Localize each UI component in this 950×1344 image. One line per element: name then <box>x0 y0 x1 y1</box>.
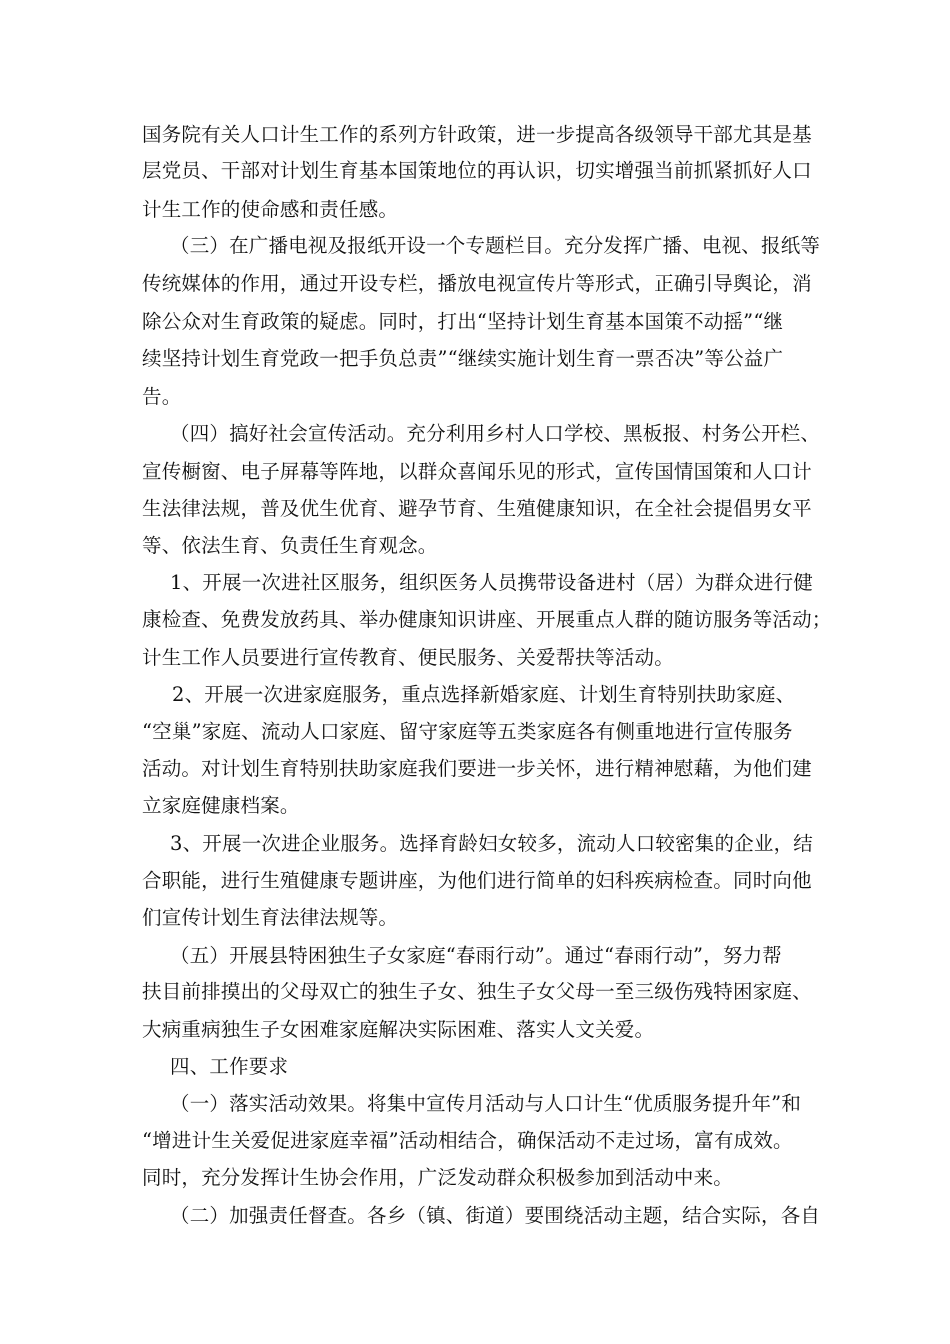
text-line: 计生工作人员要进行宣传教育、便民服务、关爱帮扶等活动。 <box>142 646 674 669</box>
paragraph-heading-line: （一）落实活动效果。将集中宣传月活动与人口计生“优质服务提升年”和 <box>170 1092 802 1115</box>
text-line: “增进计生关爱促进家庭幸福”活动相结合，确保活动不走过场，富有成效。 <box>142 1129 793 1152</box>
text-line: 生法律法规，普及优生优育、避孕节育、生殖健康知识，在全社会提倡男女平 <box>142 497 812 520</box>
list-item-line: 2、开展一次进家庭服务，重点选择新婚家庭、计划生育特别扶助家庭、 <box>172 683 796 706</box>
list-item-line: 1、开展一次进社区服务，组织医务人员携带设备进村（居）为群众进行健 <box>170 571 814 594</box>
text-line: 层党员、干部对计划生育基本国策地位的再认识，切实增强当前抓紧抓好人口 <box>142 159 812 182</box>
text-line: 合职能，进行生殖健康专题讲座，为他们进行简单的妇科疾病检查。同时向他 <box>142 869 812 892</box>
text-line: 立家庭健康档案。 <box>142 794 300 817</box>
text-line: 续坚持计划生育党政一把手负总责”“继续实施计划生育一票否决”等公益广 <box>142 347 784 370</box>
text-line: 国务院有关人口计生工作的系列方针政策，进一步提高各级领导干部尤其是基 <box>142 123 812 146</box>
text-line: “空巢”家庭、流动人口家庭、留守家庭等五类家庭各有侧重地进行宣传服务 <box>142 720 793 743</box>
text-line: 活动。对计划生育特别扶助家庭我们要进一步关怀，进行精神慰藉，为他们建 <box>142 757 812 780</box>
paragraph-heading-line: （三）在广播电视及报纸开设一个专题栏目。充分发挥广播、电视、报纸等 <box>170 234 821 257</box>
paragraph-heading-line: （二）加强责任督查。各乡（镇、街道）要围绕活动主题，结合实际，各自 <box>170 1204 821 1227</box>
text-line: 告。 <box>142 385 182 408</box>
list-item-line: 3、开展一次进企业服务。选择育龄妇女较多，流动人口较密集的企业，结 <box>170 832 814 855</box>
text-line: 传统媒体的作用，通过开设专栏，播放电视宣传片等形式，正确引导舆论，消 <box>142 272 812 295</box>
text-line: 同时，充分发挥计生协会作用，广泛发动群众积极参加到活动中来。 <box>142 1166 734 1189</box>
text-line: 们宣传计划生育法律法规等。 <box>142 906 399 929</box>
paragraph-heading-line: （四）搞好社会宣传活动。充分利用乡村人口学校、黑板报、村务公开栏、 <box>170 422 821 445</box>
text-line: 宣传橱窗、电子屏幕等阵地，以群众喜闻乐见的形式，宣传国情国策和人口计 <box>142 460 812 483</box>
text-line: 康检查、免费发放药具、举办健康知识讲座、开展重点人群的随访服务等活动； <box>142 608 832 631</box>
text-line: 计生工作的使命感和责任感。 <box>142 198 399 221</box>
paragraph-heading-line: （五）开展县特困独生子女家庭“春雨行动”。通过“春雨行动”，努力帮 <box>170 944 782 967</box>
text-line: 除公众对生育政策的疑虑。同时，打出“坚持计划生育基本国策不动摇”“继 <box>142 310 784 333</box>
section-heading: 四、工作要求 <box>170 1055 289 1078</box>
text-line: 扶目前排摸出的父母双亡的独生子女、独生子女父母一至三级伤残特困家庭、 <box>142 980 812 1003</box>
text-line: 大病重病独生子女困难家庭解决实际困难、落实人文关爱。 <box>142 1018 655 1041</box>
text-line: 等、依法生育、负责任生育观念。 <box>142 534 438 557</box>
